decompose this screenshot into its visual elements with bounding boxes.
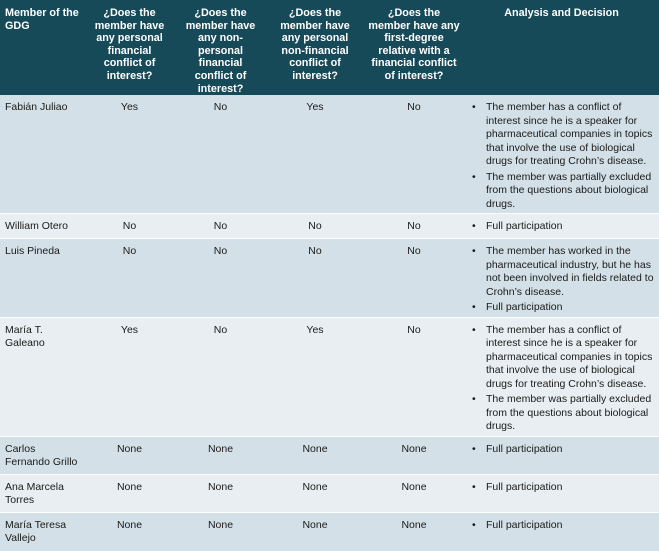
table-row bbox=[0, 474, 659, 512]
non-personal-financial-cell: None bbox=[175, 474, 266, 512]
personal-financial-cell: No bbox=[84, 214, 175, 239]
analysis-item: • The member has worked in the pharmaceutical industry, but he has not been involved in fields related to Crohn’s disease. bbox=[486, 245, 655, 299]
header-member: Member of the GDG bbox=[0, 0, 84, 95]
analysis-item: • The member has a conflict of interest since he is a speaker for pharmaceutical companies in topics that involve the use of biological drugs for treating Crohn’s disease. bbox=[486, 101, 655, 169]
non-personal-financial-cell: None bbox=[175, 436, 266, 474]
analysis-list bbox=[468, 324, 655, 434]
analysis-list bbox=[468, 443, 655, 457]
relative-financial-cell: None bbox=[364, 474, 464, 512]
non-personal-financial-cell: None bbox=[175, 512, 266, 551]
analysis-cell bbox=[464, 436, 659, 474]
analysis-item: • The member has a conflict of interest since he is a speaker for pharmaceutical companies in topics that involve the use of biological drugs for treating Crohn’s disease. bbox=[486, 324, 655, 392]
relative-financial-cell: No bbox=[364, 95, 464, 214]
analysis-item: • Full participation bbox=[486, 481, 655, 495]
non-personal-financial-cell: No bbox=[175, 95, 266, 214]
analysis-item: • Full participation bbox=[486, 443, 655, 457]
header-non-personal-financial: ¿Does the member have any non-personal financial conflict of interest? bbox=[175, 0, 266, 95]
personal-non-financial-cell: None bbox=[266, 474, 364, 512]
analysis-item: • The member was partially excluded from the questions about biological drugs. bbox=[486, 171, 655, 212]
analysis-cell bbox=[464, 512, 659, 551]
relative-financial-cell: No bbox=[364, 239, 464, 318]
analysis-cell bbox=[464, 474, 659, 512]
non-personal-financial-cell: No bbox=[175, 214, 266, 239]
header-relative-financial: ¿Does the member have any first-degree relative with a financial conflict of interest? bbox=[364, 0, 464, 95]
personal-financial-cell: None bbox=[84, 436, 175, 474]
personal-non-financial-cell: No bbox=[266, 239, 364, 318]
personal-non-financial-cell: Yes bbox=[266, 317, 364, 436]
analysis-item: • The member was partially excluded from the questions about biological drugs. bbox=[486, 393, 655, 434]
header-row bbox=[0, 0, 659, 95]
analysis-list bbox=[468, 481, 655, 495]
table-row bbox=[0, 239, 659, 318]
analysis-list bbox=[468, 245, 655, 315]
table-row bbox=[0, 512, 659, 551]
personal-financial-cell: Yes bbox=[84, 95, 175, 214]
analysis-cell bbox=[464, 95, 659, 214]
relative-financial-cell: No bbox=[364, 214, 464, 239]
table-row bbox=[0, 317, 659, 436]
non-personal-financial-cell: No bbox=[175, 239, 266, 318]
personal-financial-cell: Yes bbox=[84, 317, 175, 436]
analysis-list bbox=[468, 101, 655, 211]
table-row bbox=[0, 95, 659, 214]
analysis-list bbox=[468, 519, 655, 533]
analysis-item: • Full participation bbox=[486, 220, 655, 234]
analysis-cell bbox=[464, 239, 659, 318]
relative-financial-cell: None bbox=[364, 512, 464, 551]
header-analysis-decision: Analysis and Decision bbox=[464, 0, 659, 95]
personal-non-financial-cell: Yes bbox=[266, 95, 364, 214]
personal-non-financial-cell: No bbox=[266, 214, 364, 239]
member-name: Carlos Fernando Grillo bbox=[0, 436, 84, 474]
member-name: María T. Galeano bbox=[0, 317, 84, 436]
table-row bbox=[0, 214, 659, 239]
member-name: Ana Marcela Torres bbox=[0, 474, 84, 512]
analysis-list bbox=[468, 220, 655, 234]
member-name: Fabián Juliao bbox=[0, 95, 84, 214]
personal-financial-cell: No bbox=[84, 239, 175, 318]
personal-financial-cell: None bbox=[84, 512, 175, 551]
member-name: William Otero bbox=[0, 214, 84, 239]
analysis-item: • Full participation bbox=[486, 519, 655, 533]
header-personal-financial: ¿Does the member have any personal financial conflict of interest? bbox=[84, 0, 175, 95]
personal-non-financial-cell: None bbox=[266, 512, 364, 551]
non-personal-financial-cell: No bbox=[175, 317, 266, 436]
member-name: Luis Pineda bbox=[0, 239, 84, 318]
analysis-cell bbox=[464, 317, 659, 436]
relative-financial-cell: No bbox=[364, 317, 464, 436]
analysis-item: • Full participation bbox=[486, 301, 655, 315]
member-name: María Teresa Vallejo bbox=[0, 512, 84, 551]
personal-financial-cell: None bbox=[84, 474, 175, 512]
relative-financial-cell: None bbox=[364, 436, 464, 474]
analysis-cell bbox=[464, 214, 659, 239]
personal-non-financial-cell: None bbox=[266, 436, 364, 474]
header-personal-non-financial: ¿Does the member have any personal non-financial conflict of interest? bbox=[266, 0, 364, 95]
table-row bbox=[0, 436, 659, 474]
